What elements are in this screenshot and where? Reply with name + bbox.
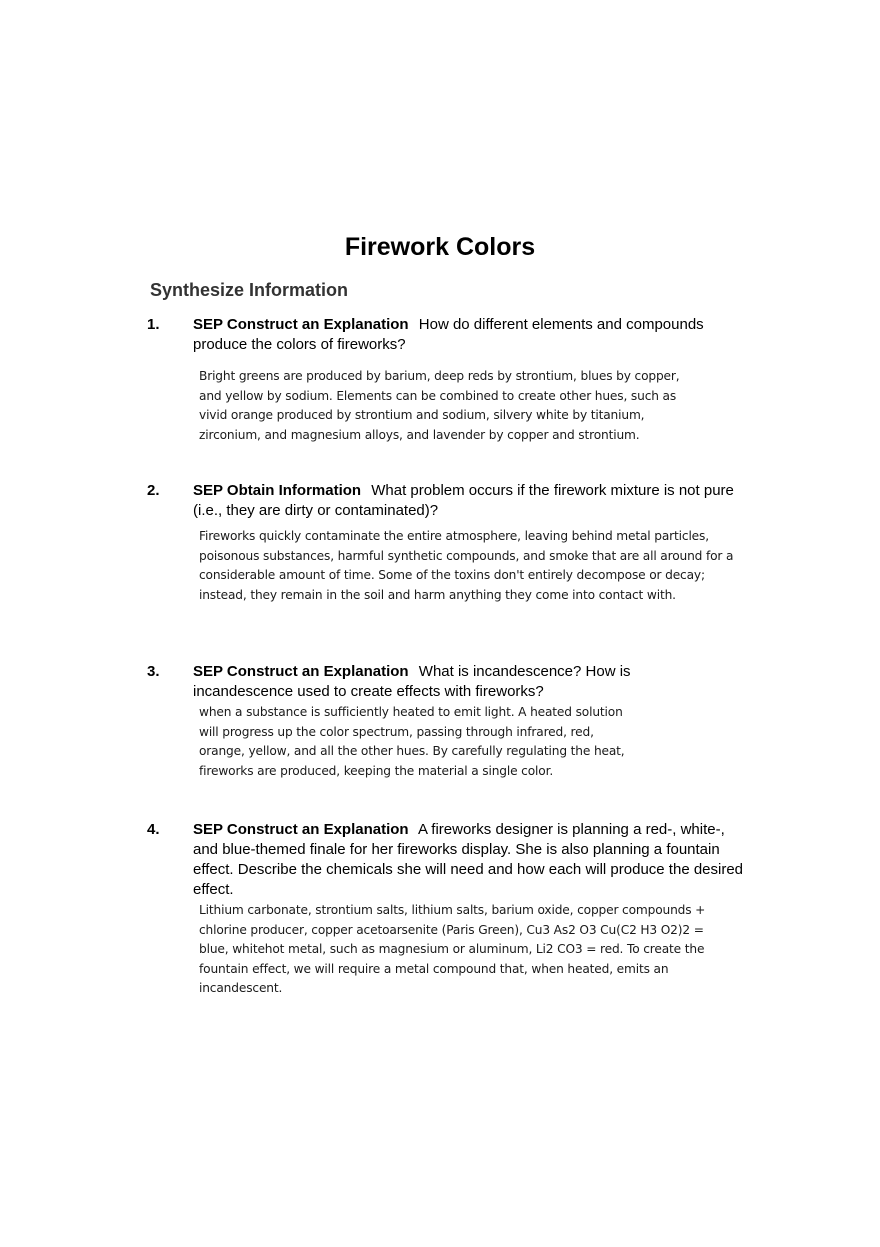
question-text: A fireworks designer is planning a red-, white-, and blue-themed finale for her fireworks display. She is also planning a fountain effect. Describe the chemicals she will need and how each will produce the desired effect.: [193, 821, 744, 898]
question-text: How do different elements and compounds produce the colors of fireworks?: [193, 316, 704, 353]
question-number: 1.: [147, 316, 160, 333]
question-2-answer: Fireworks quickly contaminate the entire atmosphere, leaving behind metal particles, poisonous substances, harmful synthetic compounds, and smoke that are all around for a considerable amount of time. Some of the toxins don't entirely decompose or decay; instead, they remain in the soil and harm anything they come into contact with.: [199, 529, 734, 602]
question-2: [147, 481, 745, 605]
question-1-answer: Bright greens are produced by barium, deep reds by strontium, blues by copper, and yellow by sodium. Elements can be combined to create other hues, such as vivid orange produced by strontium and sodium, silvery white by titanium, zirconium, and magnesium alloys, and lavender by copper and strontium.: [199, 369, 680, 442]
question-3: [147, 662, 745, 781]
question-3-prompt: [147, 662, 663, 702]
question-label: SEP Construct an Explanation: [193, 663, 409, 680]
question-4: [147, 820, 745, 999]
page-title: Firework Colors: [344, 233, 536, 261]
question-1-prompt: [147, 315, 723, 355]
question-number: 4.: [147, 821, 160, 838]
question-3-answer: when a substance is sufficiently heated to emit light. A heated solution will progress up the color spectrum, passing through infrared, red, orange, yellow, and all the other hues. By carefully regulating the heat, fireworks are produced, keeping the material a single color.: [199, 705, 625, 778]
section-heading: Synthesize Information: [150, 280, 349, 300]
question-2-prompt: [147, 481, 758, 521]
question-text: What is incandescence? How is incandescence used to create effects with fireworks?: [193, 663, 631, 700]
question-label: SEP Construct an Explanation: [193, 821, 409, 838]
question-label: SEP Construct an Explanation: [193, 316, 409, 333]
question-4-prompt: [147, 820, 753, 900]
question-number: 2.: [147, 482, 160, 499]
question-text: What problem occurs if the firework mixture is not pure (i.e., they are dirty or contaminated)?: [193, 482, 734, 519]
question-number: 3.: [147, 663, 160, 680]
question-1: [147, 315, 745, 445]
question-label: SEP Obtain Information: [193, 482, 362, 499]
question-4-answer: Lithium carbonate, strontium salts, lithium salts, barium oxide, copper compounds + chlorine producer, copper acetoarsenite (Paris Green), Cu3 As2 O3 Cu(C2 H3 O2)2 = blue, whitehot metal, such as magnesium or aluminum, Li2 CO3 = red. To create the fountain effect, we will require a metal compound that, when heated, emits an incandescent.: [199, 903, 706, 995]
